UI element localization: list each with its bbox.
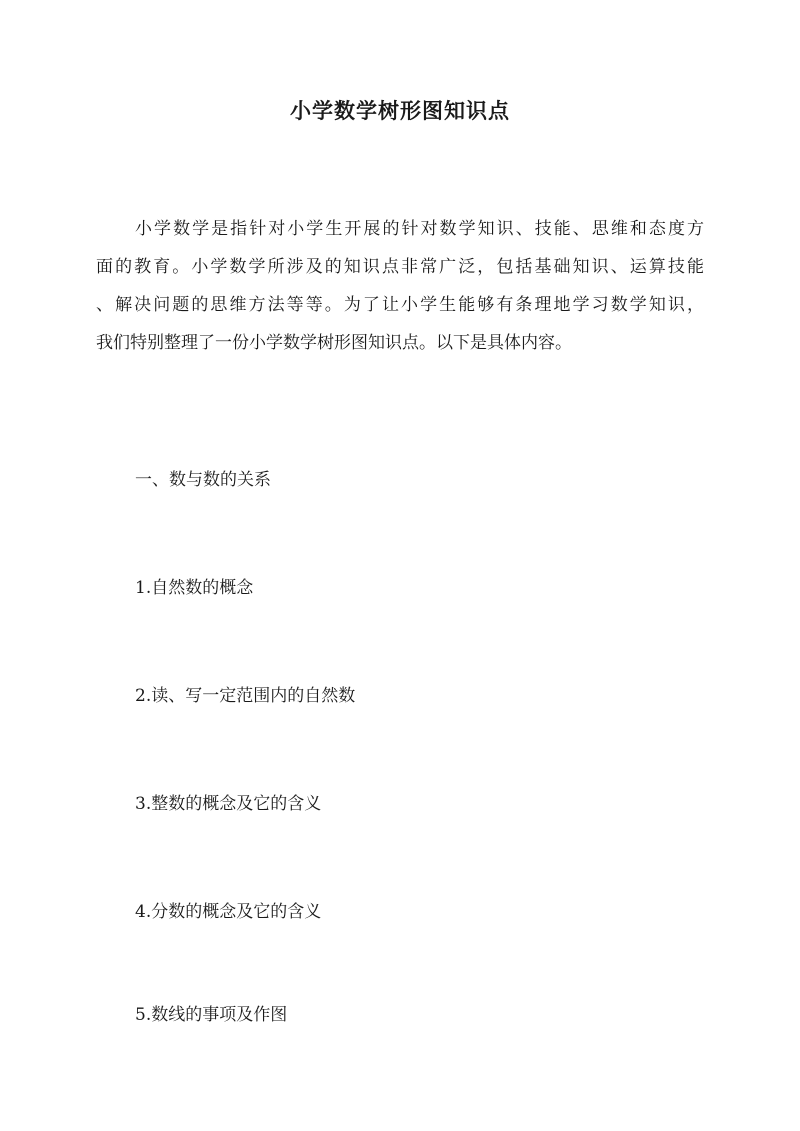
list-item: 5.数线的事项及作图 (135, 1005, 288, 1025)
list-item: 2.读、写一定范围内的自然数 (135, 686, 356, 706)
intro-paragraph (96, 210, 704, 362)
intro-line: 我们特别整理了一份小学数学树形图知识点。以下是具体内容。 (96, 333, 572, 353)
intro-line: 面的教育。小学数学所涉及的知识点非常广泛，包括基础知识、运算技能 (96, 257, 704, 277)
list-item: 4.分数的概念及它的含义 (135, 902, 322, 922)
intro-line: 小学数学是指针对小学生开展的针对数学知识、技能、思维和态度方 (135, 219, 704, 239)
list-item: 3.整数的概念及它的含义 (135, 794, 322, 814)
document-title: 小学数学树形图知识点 (290, 98, 510, 123)
list-item: 1.自然数的概念 (135, 578, 254, 598)
section-heading: 一、数与数的关系 (135, 470, 271, 490)
intro-line: 、解决问题的思维方法等等。为了让小学生能够有条理地学习数学知识， (96, 295, 704, 315)
